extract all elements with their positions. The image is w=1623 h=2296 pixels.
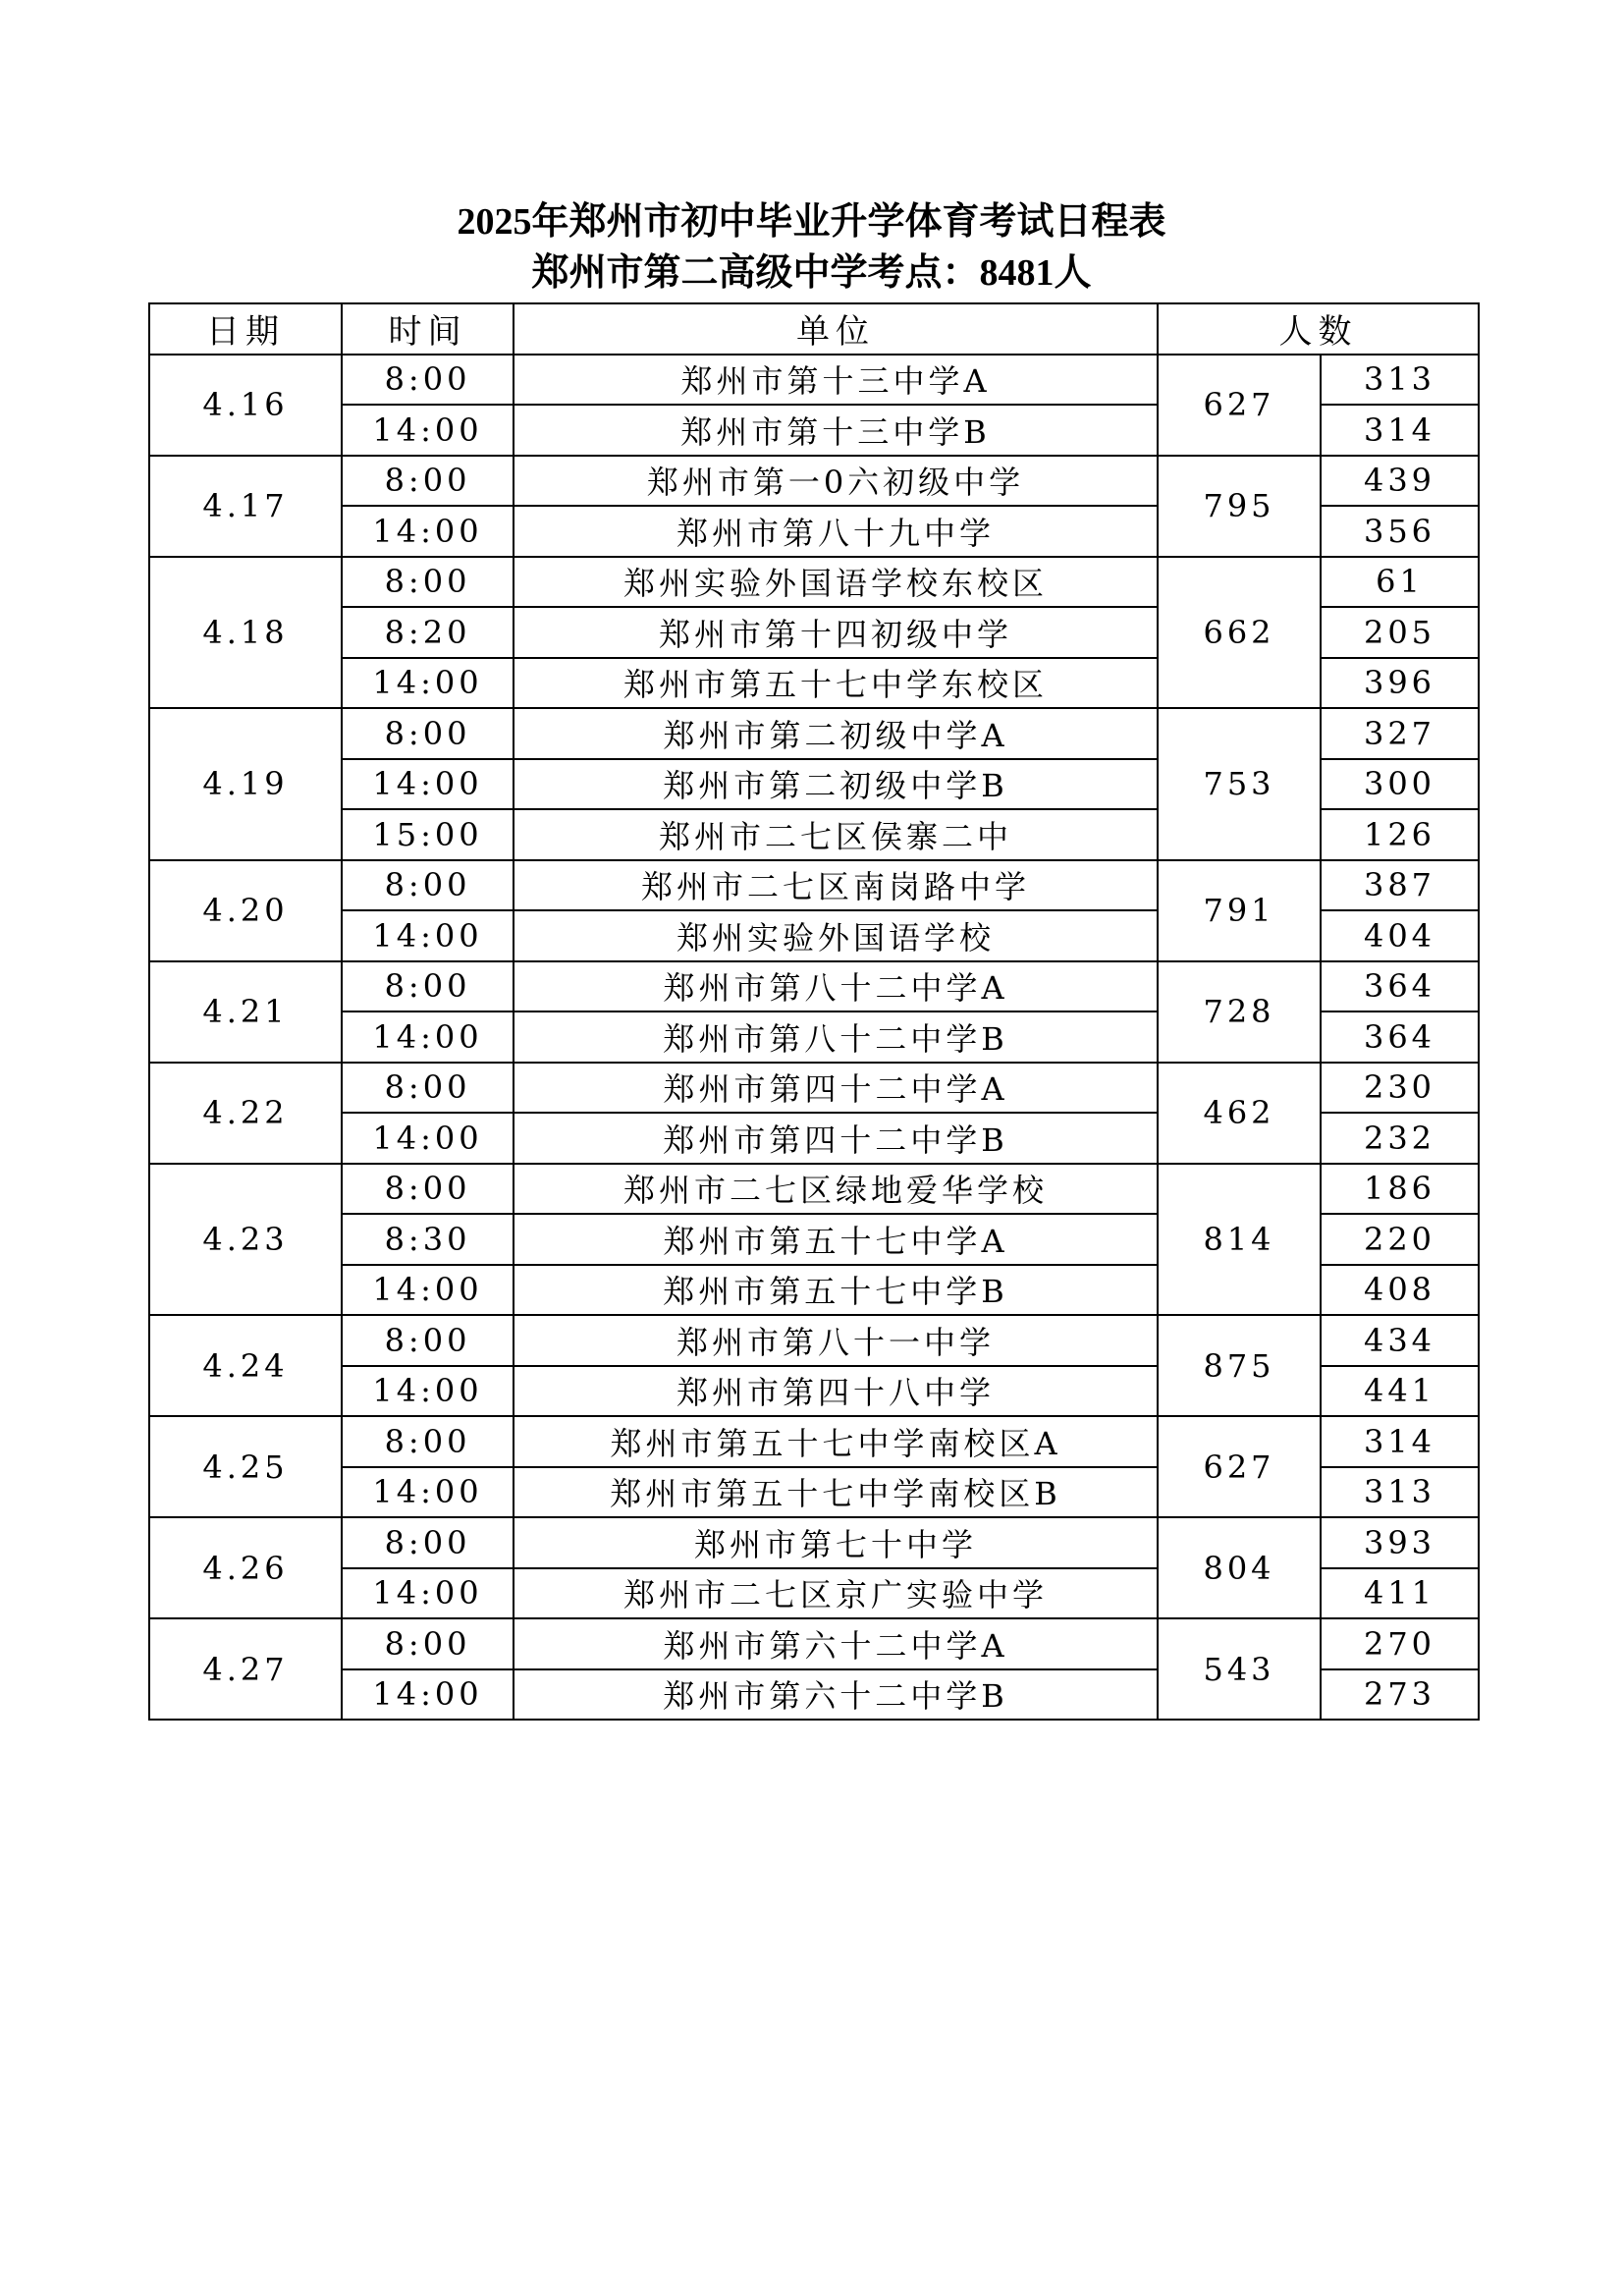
time-cell: 8:30 xyxy=(342,1214,514,1265)
date-cell: 4.16 xyxy=(149,355,342,456)
unit-cell: 郑州市第四十八中学 xyxy=(514,1366,1158,1417)
time-cell: 14:00 xyxy=(342,1011,514,1063)
table-row xyxy=(149,1517,1479,1568)
unit-cell: 郑州市第八十一中学 xyxy=(514,1315,1158,1366)
header-time: 时间 xyxy=(342,303,514,355)
session-count-cell: 230 xyxy=(1321,1063,1479,1114)
time-cell: 14:00 xyxy=(342,1467,514,1518)
time-cell: 8:00 xyxy=(342,355,514,406)
time-cell: 8:00 xyxy=(342,860,514,911)
table-row xyxy=(149,557,1479,608)
document-title xyxy=(0,196,1623,299)
unit-cell: 郑州市第二初级中学A xyxy=(514,708,1158,759)
unit-cell: 郑州市第五十七中学南校区A xyxy=(514,1416,1158,1467)
date-cell: 4.23 xyxy=(149,1164,342,1316)
date-cell: 4.22 xyxy=(149,1063,342,1164)
day-total-cell: 804 xyxy=(1158,1517,1321,1618)
unit-cell: 郑州市第六十二中学B xyxy=(514,1669,1158,1721)
session-count-cell: 186 xyxy=(1321,1164,1479,1215)
day-total-cell: 662 xyxy=(1158,557,1321,709)
table-row xyxy=(149,355,1479,406)
schedule-body xyxy=(149,355,1479,1721)
title-line-2: 郑州市第二高级中学考点：8481人 xyxy=(531,252,1092,294)
session-count-cell: 408 xyxy=(1321,1265,1479,1316)
session-count-cell: 411 xyxy=(1321,1568,1479,1619)
time-cell: 15:00 xyxy=(342,809,514,860)
unit-cell: 郑州市二七区侯寨二中 xyxy=(514,809,1158,860)
time-cell: 14:00 xyxy=(342,658,514,709)
unit-cell: 郑州市第七十中学 xyxy=(514,1517,1158,1568)
session-count-cell: 356 xyxy=(1321,506,1479,557)
unit-cell: 郑州市第五十七中学东校区 xyxy=(514,658,1158,709)
time-cell: 8:00 xyxy=(342,1315,514,1366)
unit-cell: 郑州市第十三中学B xyxy=(514,405,1158,456)
unit-cell: 郑州市第八十二中学A xyxy=(514,961,1158,1012)
session-count-cell: 364 xyxy=(1321,961,1479,1012)
date-cell: 4.19 xyxy=(149,708,342,860)
unit-cell: 郑州实验外国语学校东校区 xyxy=(514,557,1158,608)
session-count-cell: 396 xyxy=(1321,658,1479,709)
session-count-cell: 404 xyxy=(1321,910,1479,961)
session-count-cell: 300 xyxy=(1321,759,1479,810)
time-cell: 14:00 xyxy=(342,405,514,456)
unit-cell: 郑州市第五十七中学A xyxy=(514,1214,1158,1265)
session-count-cell: 434 xyxy=(1321,1315,1479,1366)
session-count-cell: 387 xyxy=(1321,860,1479,911)
title-line-1: 2025年郑州市初中毕业升学体育考试日程表 xyxy=(457,201,1166,243)
day-total-cell: 875 xyxy=(1158,1315,1321,1416)
time-cell: 8:00 xyxy=(342,456,514,507)
unit-cell: 郑州市第四十二中学B xyxy=(514,1113,1158,1164)
time-cell: 14:00 xyxy=(342,1669,514,1721)
time-cell: 14:00 xyxy=(342,759,514,810)
unit-cell: 郑州市第四十二中学A xyxy=(514,1063,1158,1114)
schedule-table xyxy=(148,302,1480,1721)
unit-cell: 郑州市第八十九中学 xyxy=(514,506,1158,557)
day-total-cell: 627 xyxy=(1158,355,1321,456)
time-cell: 8:00 xyxy=(342,557,514,608)
session-count-cell: 61 xyxy=(1321,557,1479,608)
session-count-cell: 232 xyxy=(1321,1113,1479,1164)
unit-cell: 郑州市第六十二中学A xyxy=(514,1618,1158,1669)
header-row xyxy=(149,303,1479,355)
table-row xyxy=(149,1416,1479,1467)
time-cell: 14:00 xyxy=(342,506,514,557)
session-count-cell: 313 xyxy=(1321,355,1479,406)
day-total-cell: 462 xyxy=(1158,1063,1321,1164)
day-total-cell: 753 xyxy=(1158,708,1321,860)
time-cell: 8:00 xyxy=(342,1416,514,1467)
session-count-cell: 393 xyxy=(1321,1517,1479,1568)
time-cell: 8:20 xyxy=(342,607,514,658)
date-cell: 4.18 xyxy=(149,557,342,709)
table-row xyxy=(149,1164,1479,1215)
time-cell: 14:00 xyxy=(342,1113,514,1164)
time-cell: 8:00 xyxy=(342,708,514,759)
time-cell: 8:00 xyxy=(342,1063,514,1114)
session-count-cell: 220 xyxy=(1321,1214,1479,1265)
time-cell: 14:00 xyxy=(342,910,514,961)
unit-cell: 郑州市第五十七中学B xyxy=(514,1265,1158,1316)
date-cell: 4.20 xyxy=(149,860,342,961)
time-cell: 8:00 xyxy=(342,1517,514,1568)
date-cell: 4.25 xyxy=(149,1416,342,1517)
session-count-cell: 327 xyxy=(1321,708,1479,759)
unit-cell: 郑州市二七区绿地爱华学校 xyxy=(514,1164,1158,1215)
header-count: 人数 xyxy=(1158,303,1479,355)
table-row xyxy=(149,1315,1479,1366)
unit-cell: 郑州实验外国语学校 xyxy=(514,910,1158,961)
table-row xyxy=(149,961,1479,1012)
time-cell: 8:00 xyxy=(342,1618,514,1669)
session-count-cell: 364 xyxy=(1321,1011,1479,1063)
time-cell: 8:00 xyxy=(342,961,514,1012)
day-total-cell: 795 xyxy=(1158,456,1321,557)
table-row xyxy=(149,860,1479,911)
day-total-cell: 728 xyxy=(1158,961,1321,1063)
session-count-cell: 313 xyxy=(1321,1467,1479,1518)
day-total-cell: 814 xyxy=(1158,1164,1321,1316)
time-cell: 14:00 xyxy=(342,1568,514,1619)
date-cell: 4.24 xyxy=(149,1315,342,1416)
unit-cell: 郑州市第八十二中学B xyxy=(514,1011,1158,1063)
session-count-cell: 314 xyxy=(1321,1416,1479,1467)
session-count-cell: 314 xyxy=(1321,405,1479,456)
table-row xyxy=(149,1063,1479,1114)
date-cell: 4.21 xyxy=(149,961,342,1063)
header-date: 日期 xyxy=(149,303,342,355)
session-count-cell: 270 xyxy=(1321,1618,1479,1669)
session-count-cell: 439 xyxy=(1321,456,1479,507)
unit-cell: 郑州市第十四初级中学 xyxy=(514,607,1158,658)
unit-cell: 郑州市二七区京广实验中学 xyxy=(514,1568,1158,1619)
unit-cell: 郑州市第十三中学A xyxy=(514,355,1158,406)
session-count-cell: 205 xyxy=(1321,607,1479,658)
session-count-cell: 273 xyxy=(1321,1669,1479,1721)
day-total-cell: 627 xyxy=(1158,1416,1321,1517)
day-total-cell: 791 xyxy=(1158,860,1321,961)
table-row xyxy=(149,708,1479,759)
time-cell: 14:00 xyxy=(342,1366,514,1417)
session-count-cell: 126 xyxy=(1321,809,1479,860)
unit-cell: 郑州市第一0六初级中学 xyxy=(514,456,1158,507)
table-row xyxy=(149,1618,1479,1669)
date-cell: 4.26 xyxy=(149,1517,342,1618)
date-cell: 4.17 xyxy=(149,456,342,557)
unit-cell: 郑州市第二初级中学B xyxy=(514,759,1158,810)
header-unit: 单位 xyxy=(514,303,1158,355)
session-count-cell: 441 xyxy=(1321,1366,1479,1417)
day-total-cell: 543 xyxy=(1158,1618,1321,1720)
unit-cell: 郑州市第五十七中学南校区B xyxy=(514,1467,1158,1518)
time-cell: 8:00 xyxy=(342,1164,514,1215)
table-row xyxy=(149,456,1479,507)
time-cell: 14:00 xyxy=(342,1265,514,1316)
date-cell: 4.27 xyxy=(149,1618,342,1720)
unit-cell: 郑州市二七区南岗路中学 xyxy=(514,860,1158,911)
